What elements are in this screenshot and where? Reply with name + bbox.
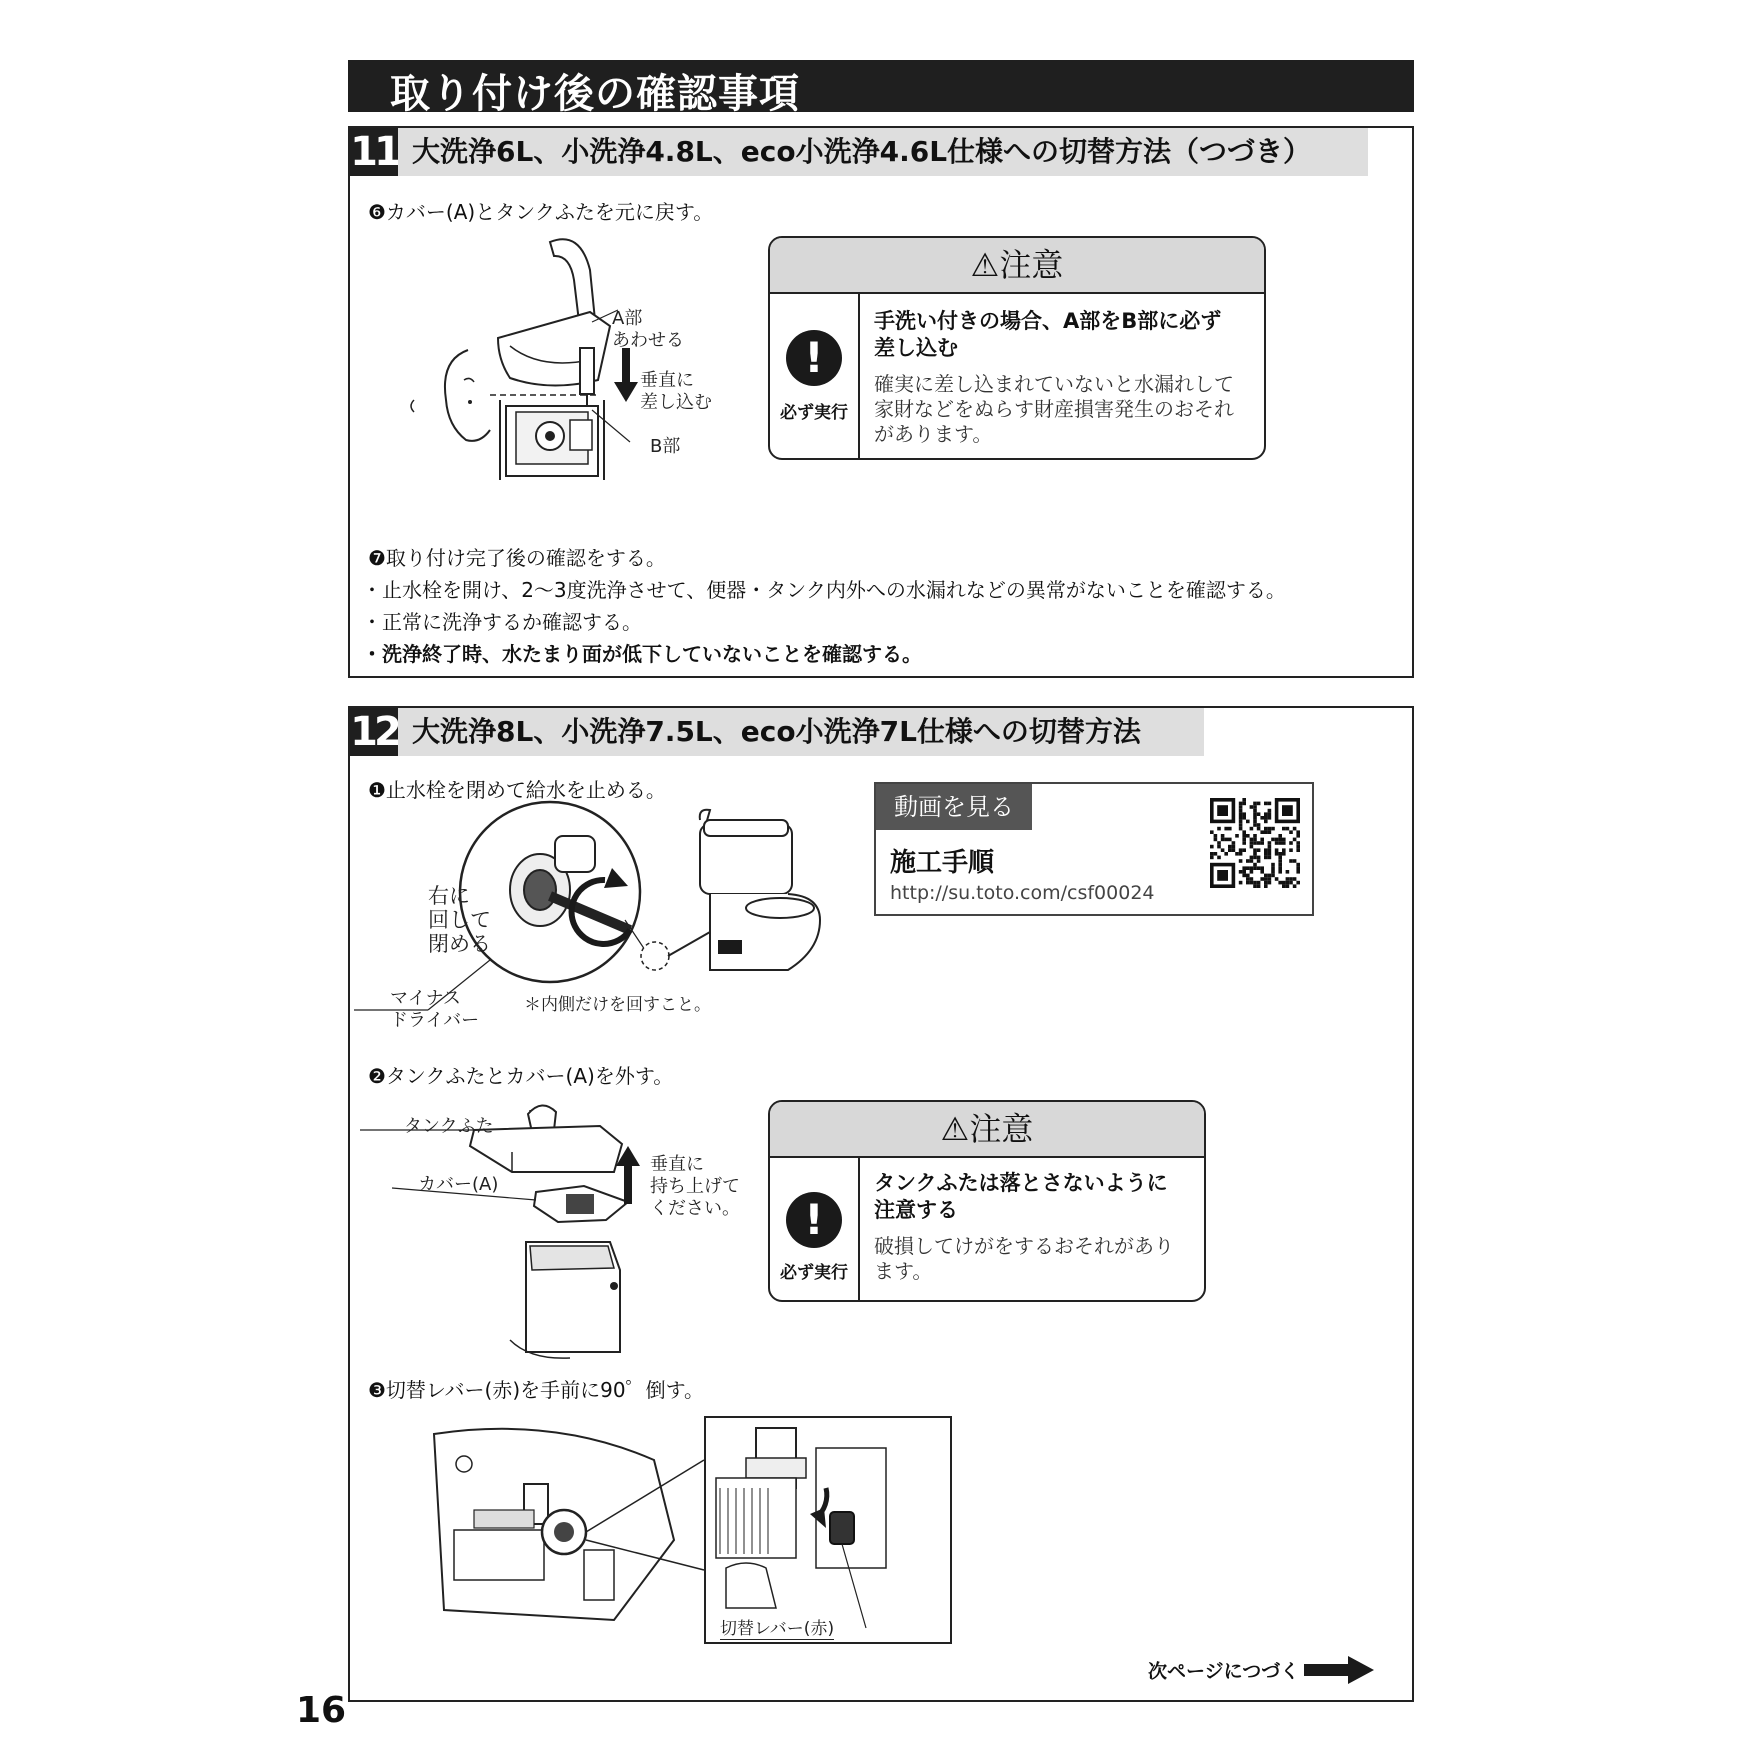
caution-main-text [874, 308, 1221, 362]
step-1-text: ❶止水栓を閉めて給水を止める。 [368, 778, 666, 802]
warning-triangle-icon: ⚠ [970, 246, 1000, 284]
section-11-number: 11 [350, 129, 398, 175]
caution-box-12 [768, 1100, 1206, 1302]
lever-zoom-illustration [706, 1418, 950, 1642]
lever-zoom-frame [704, 1416, 952, 1644]
caution-heading-text: 注意 [969, 1110, 1034, 1148]
caution-sub-text [874, 372, 1234, 447]
tank-interior-illustration [434, 1420, 694, 1630]
caution-sub-line: 確実に差し込まれていないと水漏れして [874, 372, 1234, 396]
warning-triangle-icon: ⚠ [940, 1110, 970, 1148]
video-url[interactable]: http://su.toto.com/csf00024 [890, 882, 1155, 904]
tank-lid-illustration [420, 230, 760, 480]
exclamation-icon: ! [786, 1192, 842, 1248]
caution-sub-text [874, 1234, 1174, 1284]
must-do-label: 必ず実行 [780, 1263, 848, 1283]
caution-main-line: 注意する [874, 1198, 958, 1222]
lift-label-3: ください。 [650, 1198, 740, 1219]
step-2-text: ❷タンクふたとカバー(A)を外す。 [368, 1064, 674, 1088]
step-6-text: ❻カバー(A)とタンクふたを元に戻す。 [368, 200, 714, 224]
turn-label-3: 閉める [428, 932, 491, 956]
align-label: あわせる [612, 330, 684, 351]
caution-sub-line: 家財などをぬらす財産損害発生のおそれ [874, 397, 1234, 421]
bullet-2: ・正常に洗浄するか確認する。 [362, 610, 642, 634]
video-title: 施工手順 [890, 848, 995, 878]
lift-label-1: 垂直に [650, 1154, 704, 1175]
step-7-text: ❼取り付け完了後の確認をする。 [368, 546, 666, 570]
page-header [348, 60, 1414, 117]
right-arrow-icon [1304, 1656, 1374, 1684]
caution-left-panel [770, 1158, 860, 1300]
caution-main-line: 手洗い付きの場合、A部をB部に必ず [874, 309, 1222, 333]
page-number: 16 [296, 1690, 347, 1731]
continue-next-page [1148, 1656, 1374, 1684]
tank-lid-label: タンクふた [404, 1116, 494, 1137]
caution-main-text [874, 1170, 1168, 1224]
a-part-label: A部 [612, 308, 643, 329]
driver-label-2: ドライバー [390, 1010, 480, 1031]
lift-label-2: 持ち上げて [650, 1176, 740, 1197]
caution-main-line: 差し込む [874, 336, 958, 360]
vertical-label: 垂直に [640, 370, 694, 391]
caution-box-11 [768, 236, 1266, 460]
caution-sub-line: 破損してけがをするおそれがあり [874, 1234, 1174, 1258]
turn-label-1: 右に [428, 884, 470, 908]
bullet-3: ・洗浄終了時、水たまり面が低下していないことを確認する。 [362, 642, 922, 666]
b-part-label: B部 [650, 436, 681, 457]
step-3-text: ❸切替レバー(赤)を手前に90゜倒す。 [368, 1378, 704, 1402]
page-title: 取り付け後の確認事項 [390, 71, 800, 117]
exclamation-icon: ! [786, 330, 842, 386]
inner-turn-note: ＊内側だけを回すこと。 [524, 995, 711, 1015]
insert-label: 差し込む [640, 392, 712, 413]
section-11-title: 大洗浄6L、小洗浄4.8L、eco小洗浄4.6L仕様への切替方法（つづき） [398, 128, 1368, 176]
section-12-number: 12 [350, 709, 398, 755]
continue-text: 次ページにつづく [1148, 1660, 1300, 1683]
video-box[interactable] [874, 782, 1314, 916]
turn-label-2: 回して [428, 908, 491, 932]
must-do-label: 必ず実行 [780, 403, 848, 423]
watch-video-label[interactable]: 動画を見る [876, 784, 1032, 830]
caution-sub-line: ます。 [874, 1259, 933, 1283]
caution-sub-line: があります。 [874, 422, 993, 446]
bullet-1: ・止水栓を開け、2～3度洗浄させて、便器・タンク内外への水漏れなどの異常がないことを確認する。 [362, 578, 1286, 602]
lever-label: 切替レバー(赤) [720, 1614, 834, 1640]
section-12-title: 大洗浄8L、小洗浄7.5L、eco小洗浄7L仕様への切替方法 [398, 708, 1204, 756]
caution-main-line: タンクふたは落とさないように [874, 1171, 1168, 1195]
qr-code-icon[interactable] [1210, 798, 1300, 888]
driver-label-1: マイナス [390, 988, 461, 1009]
caution-heading [770, 1102, 1204, 1158]
caution-heading [770, 238, 1264, 294]
cover-a-label: カバー(A) [418, 1174, 499, 1195]
caution-left-panel [770, 294, 860, 458]
caution-heading-text: 注意 [999, 246, 1064, 284]
